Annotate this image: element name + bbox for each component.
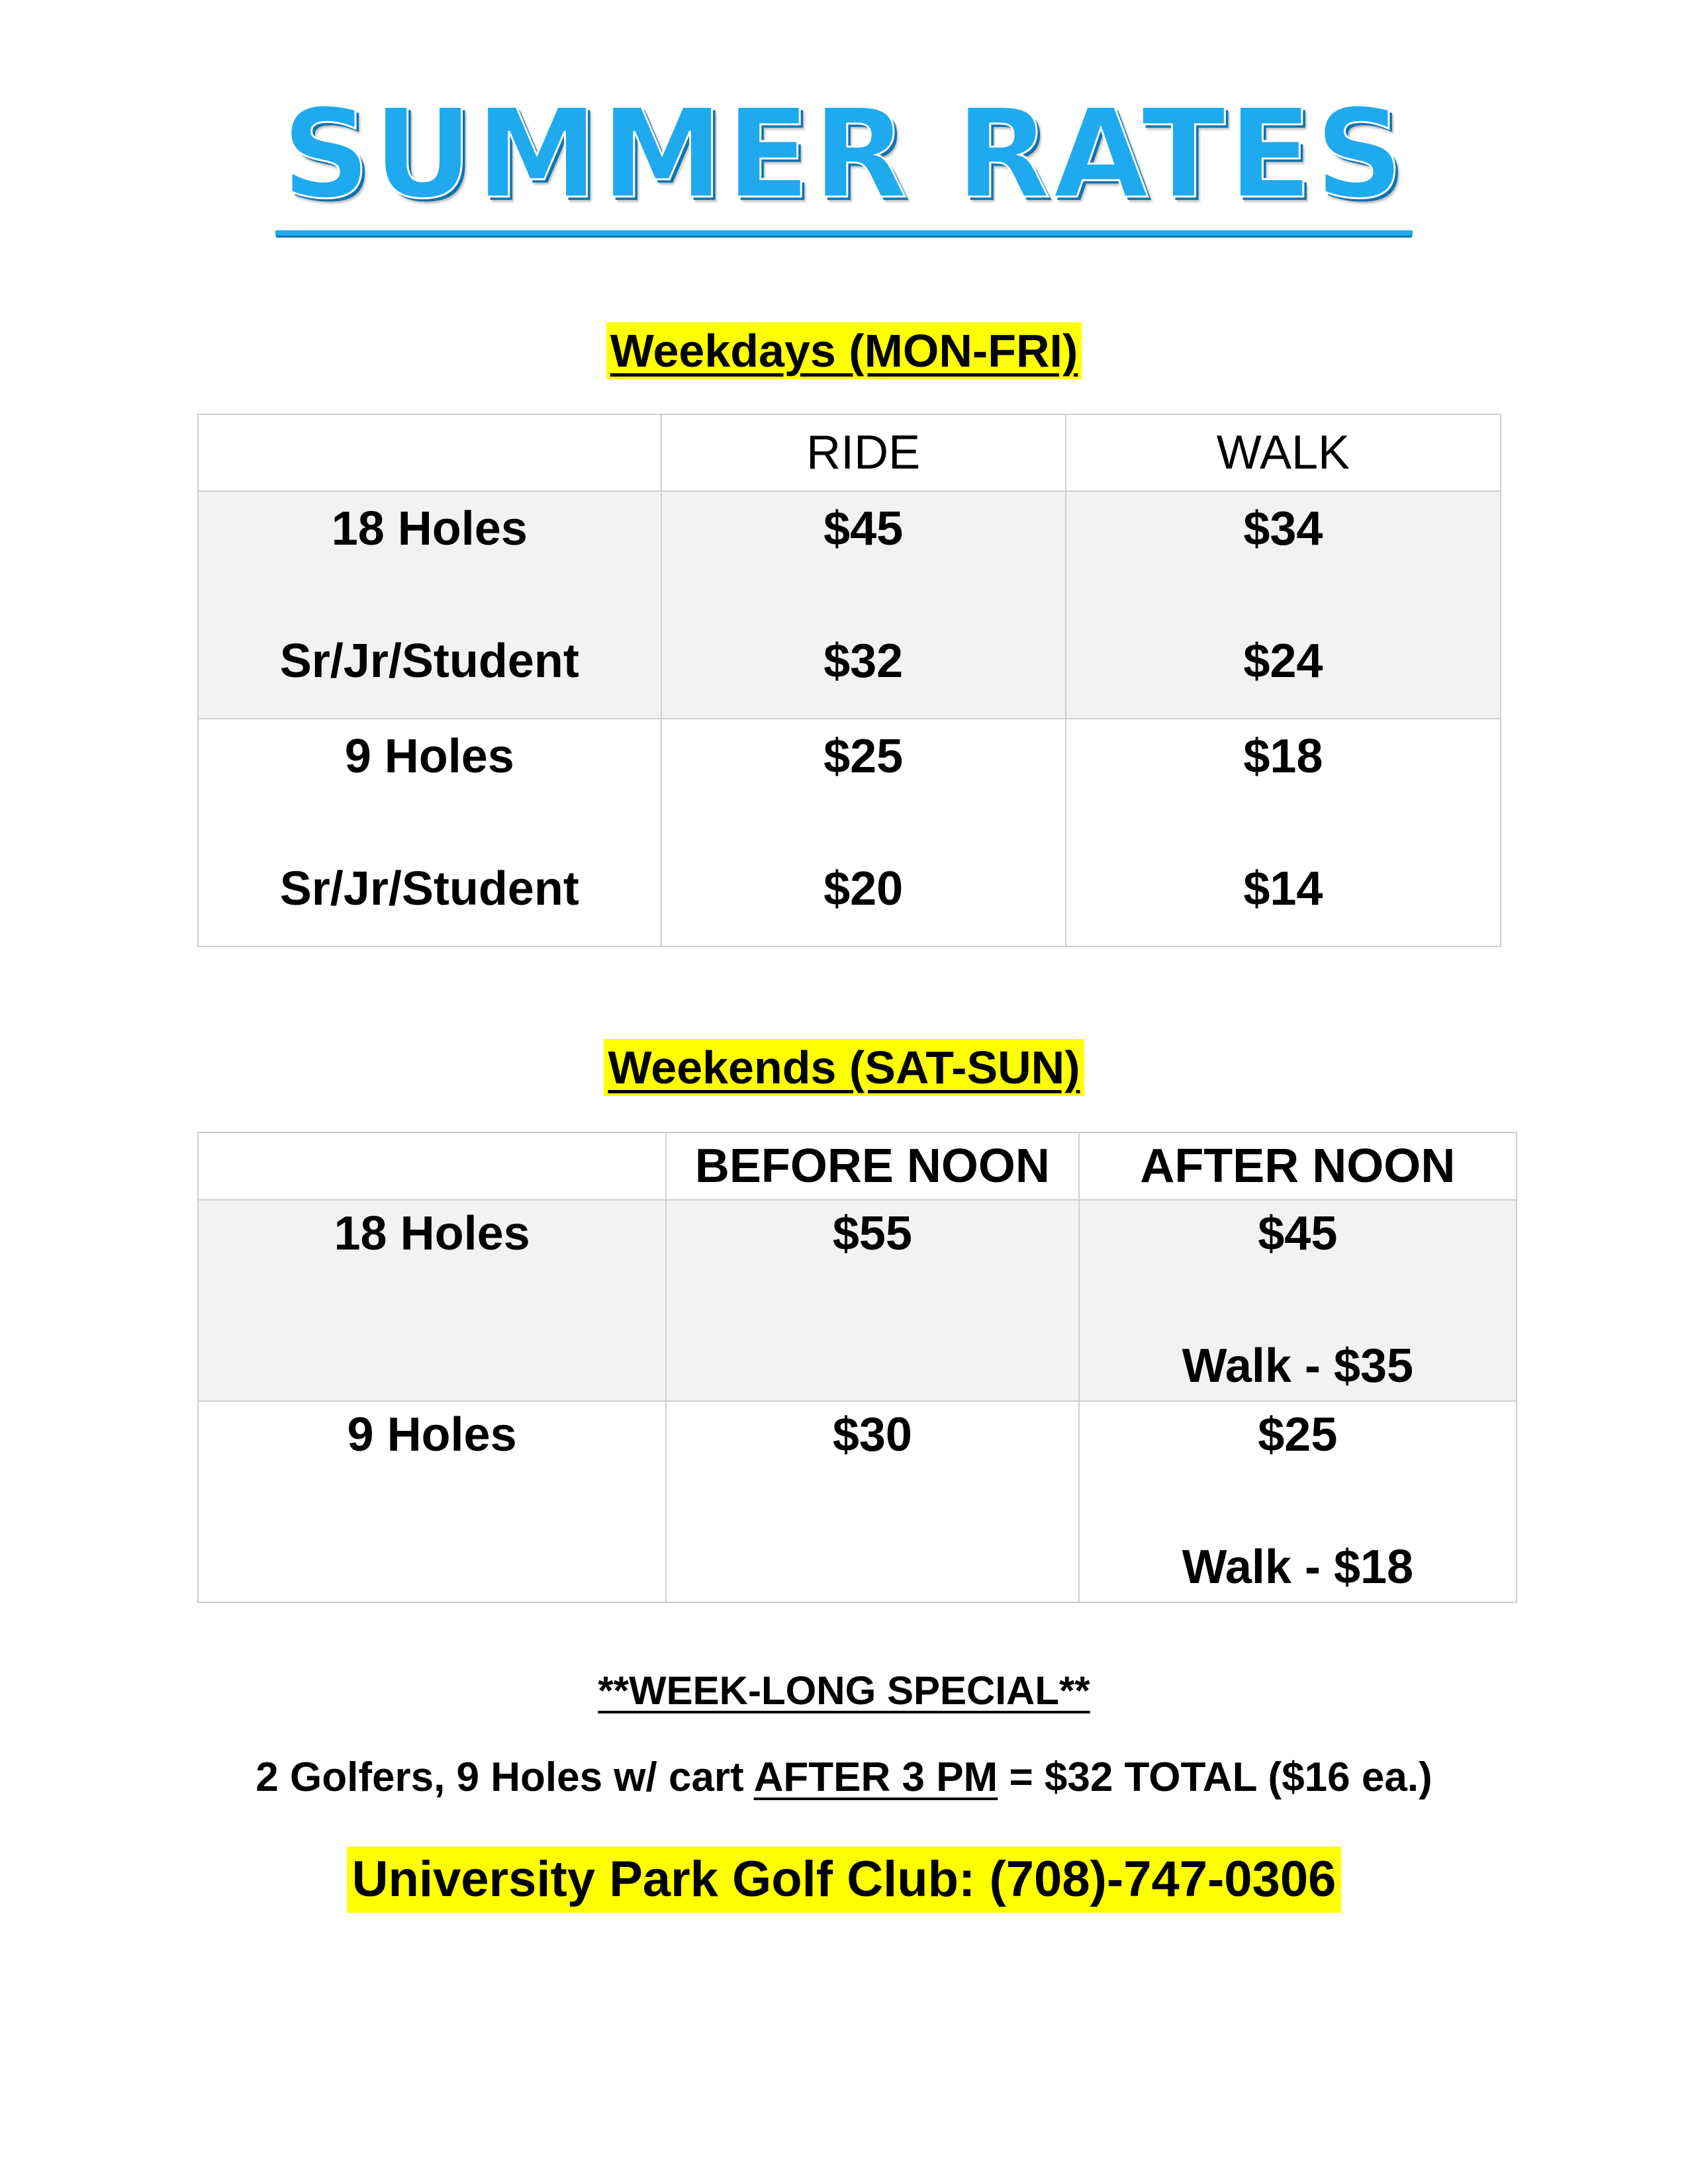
contact-block [0,1846,1688,1913]
weekends-heading-block [0,1039,1688,1096]
weekday-rates-table [197,414,1501,947]
table-row [198,1200,1517,1401]
special-text-after: = $32 TOTAL ($16 ea.) [998,1754,1432,1800]
row-sublabel: Sr/Jr/Student [279,635,579,688]
weekend-rates-table [197,1132,1517,1603]
header-cell-after-noon: AFTER NOON [1079,1132,1517,1200]
walk-price: $18 [1243,730,1323,783]
header-cell-empty [198,414,661,491]
row-label-cell [198,719,661,946]
page-title: SUMMER RATES [275,93,1413,236]
after-noon-price-cell [1079,1200,1517,1401]
walk-price-cell [1066,719,1501,946]
ride-price: $25 [823,730,904,783]
row-label: 18 Holes [334,1207,530,1260]
table-row [198,1401,1517,1602]
contact-line: University Park Golf Club: (708)-747-0306 [347,1846,1342,1913]
ride-price-cell [661,491,1066,719]
table-row [198,491,1501,719]
table-row [198,719,1501,946]
weekends-heading: Weekends (SAT-SUN) [604,1039,1084,1096]
header-cell-empty [198,1132,666,1200]
after-noon-walk-price: Walk - $35 [1182,1340,1414,1392]
walk-price-discount: $24 [1243,635,1323,688]
ride-price-discount: $20 [823,862,904,915]
ride-price-cell [661,719,1066,946]
row-label: 9 Holes [344,730,514,783]
after-noon-price-cell [1079,1401,1517,1602]
ride-price: $45 [823,502,904,555]
special-text-before: 2 Golfers, 9 Holes w/ cart [256,1754,754,1800]
weekdays-heading-block [0,322,1688,379]
title-block [0,82,1688,236]
row-label-cell [198,1401,666,1602]
special-offer-text [0,1754,1688,1801]
before-noon-price-cell [666,1401,1078,1602]
table-header-row [198,1132,1517,1200]
row-label: 9 Holes [347,1408,517,1461]
special-heading-block [0,1668,1688,1713]
before-noon-price-cell [666,1200,1078,1401]
header-cell-before-noon: BEFORE NOON [666,1132,1078,1200]
header-cell-walk: WALK [1066,414,1501,491]
after-noon-price: $25 [1258,1408,1338,1461]
before-noon-price: $55 [832,1207,912,1260]
table-header-row [198,414,1501,491]
row-label-cell [198,1200,666,1401]
after-noon-price: $45 [1258,1207,1338,1260]
weekdays-heading: Weekdays (MON-FRI) [606,322,1082,379]
row-sublabel: Sr/Jr/Student [279,862,579,915]
row-label-cell [198,491,661,719]
special-text-underlined: AFTER 3 PM [753,1754,998,1800]
after-noon-walk-price: Walk - $18 [1182,1541,1414,1594]
special-heading: **WEEK-LONG SPECIAL** [598,1668,1090,1713]
row-label: 18 Holes [331,502,528,555]
ride-price-discount: $32 [823,635,904,688]
walk-price-discount: $14 [1243,862,1323,915]
header-cell-ride: RIDE [661,414,1066,491]
walk-price: $34 [1243,502,1323,555]
walk-price-cell [1066,491,1501,719]
before-noon-price: $30 [832,1408,912,1461]
